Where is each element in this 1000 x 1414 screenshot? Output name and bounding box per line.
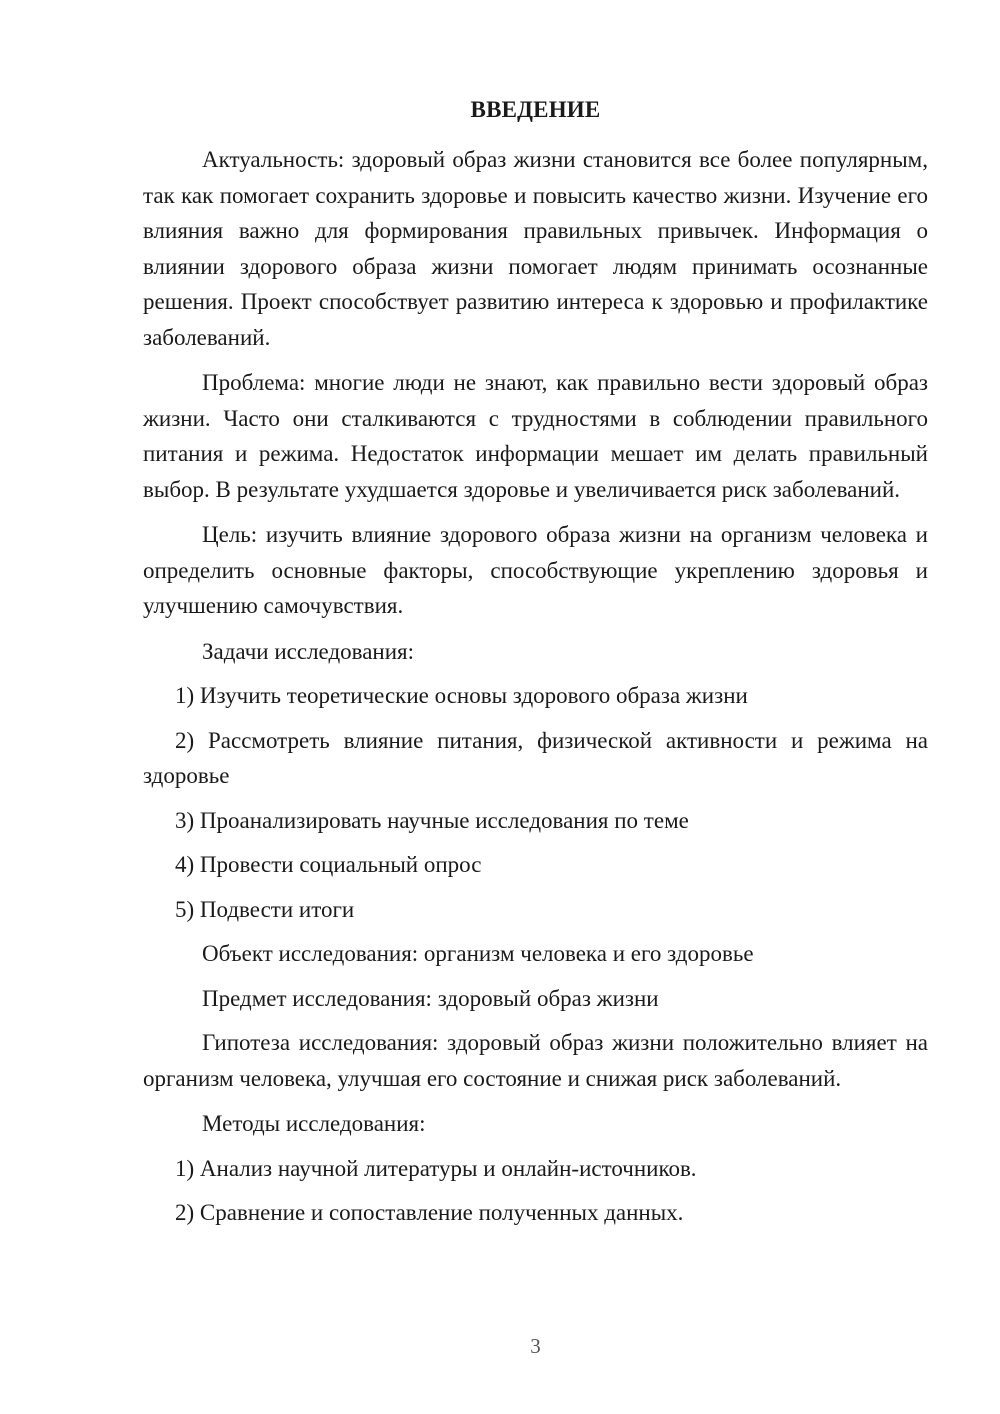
task-item: 4) Провести социальный опрос: [175, 852, 482, 877]
task-item: 2) Рассмотреть влияние питания, физической активности и режима на здоровье: [143, 727, 928, 788]
object-paragraph: Объект исследования: организм человека и его здоровье: [202, 941, 754, 966]
document-body: [143, 142, 928, 1231]
methods-heading: Методы исследования:: [202, 1111, 426, 1136]
relevance-paragraph: Актуальность: здоровый образ жизни становится все более популярным, так как помогает сохранить здоровье и повысить качество жизни. Изучение его влияния важно для формирования правильных привычек. Информация о влиянии здорового образа жизни помогает людям принимать осознанные решения. Проект способствует развитию интереса к здоровью и профилактике заболеваний.: [143, 147, 928, 350]
task-item: 3) Проанализировать научные исследования по теме: [175, 807, 689, 833]
method-item: 1) Анализ научной литературы и онлайн-источников.: [175, 1155, 697, 1181]
subject-paragraph: Предмет исследования: здоровый образ жизни: [202, 985, 659, 1011]
tasks-list: [143, 678, 928, 927]
goal-paragraph: Цель: изучить влияние здорового образа жизни на организм человека и определить основные факторы, способствующие укреплению здоровья и улучшению самочувствия.: [143, 522, 928, 618]
task-item: 5) Подвести итоги: [175, 896, 355, 922]
page-number: 3: [530, 1334, 541, 1358]
method-item: 2) Сравнение и сопоставление полученных данных.: [175, 1200, 684, 1225]
hypothesis-paragraph: Гипотеза исследования: здоровый образ жизни положительно влияет на организм человека, улучшая его состояние и снижая риск заболеваний.: [143, 1030, 928, 1091]
problem-paragraph: Проблема: многие люди не знают, как правильно вести здоровый образ жизни. Часто они сталкиваются с трудностями в соблюдении правильного питания и режима. Недостаток информации мешает им делать правильный выбор. В результате ухудшается здоровье и увеличивается риск заболеваний.: [143, 370, 928, 502]
page-title: ВВЕДЕНИЕ: [470, 97, 601, 122]
tasks-heading: Задачи исследования:: [202, 638, 415, 664]
task-item: 1) Изучить теоретические основы здорового образа жизни: [175, 683, 748, 708]
methods-list: [143, 1151, 928, 1231]
